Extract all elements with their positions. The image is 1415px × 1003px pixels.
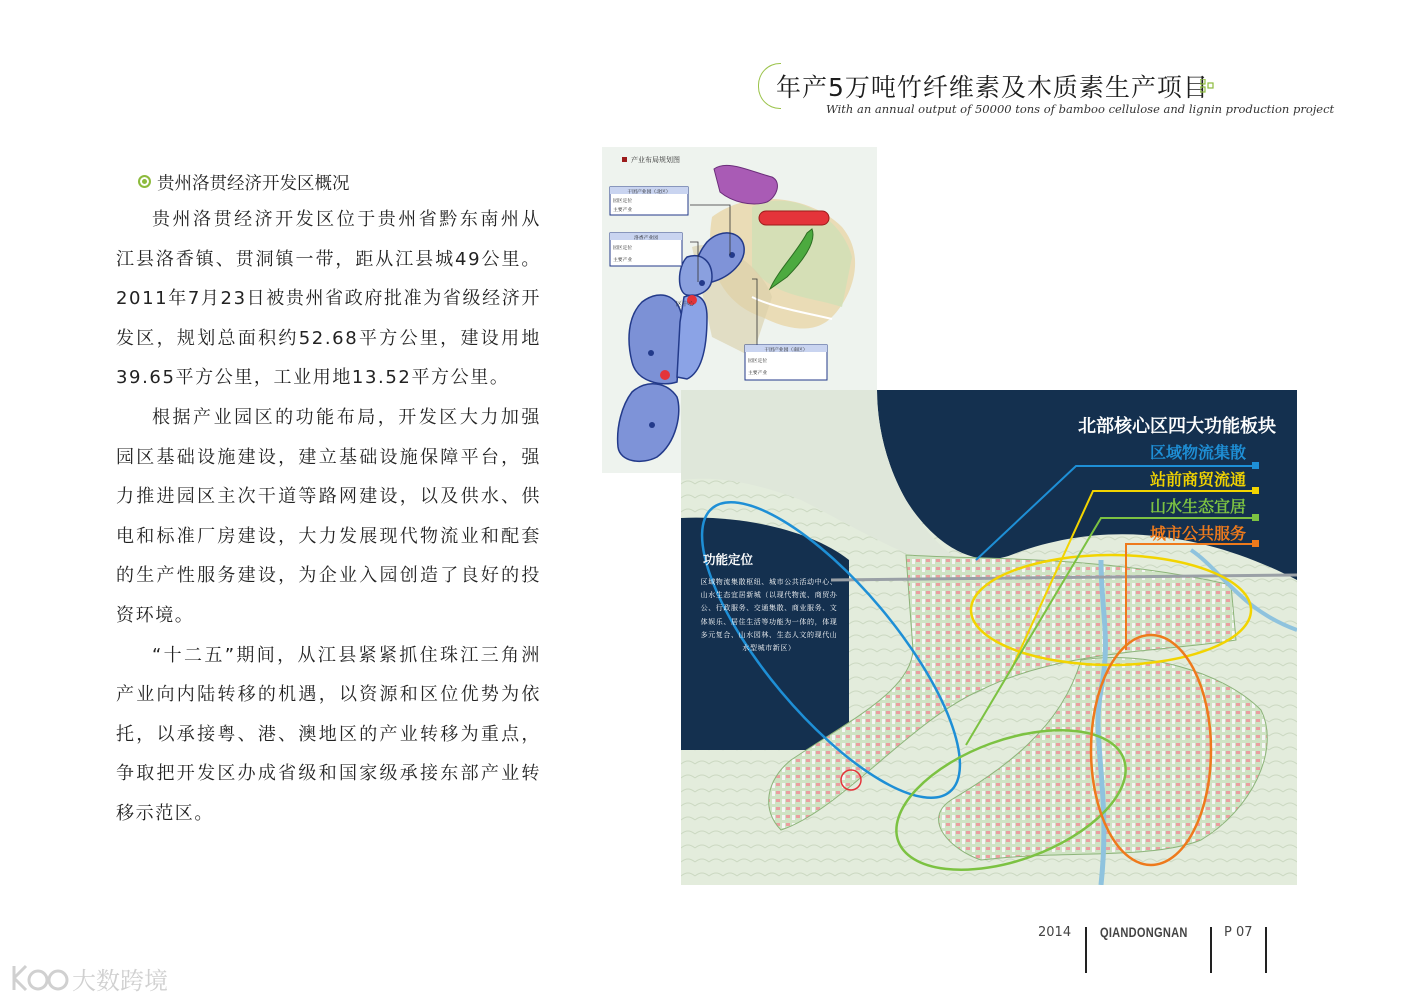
svg-text:主要产业: 主要产业 xyxy=(613,208,633,213)
function-label: 区域物流集散 xyxy=(1149,443,1246,462)
paragraph: 贵州洛贯经济开发区位于贵州省黔东南州从江县洛香镇、贯洞镇一带，距从江县城49公里。2011年7月23日被贵州省政府批准为省级经济开发区，规划总面积约52.68平方公里，建设用地39.65平方公里，工业用地13.52平方公里。 xyxy=(116,209,541,389)
header-dots-icon xyxy=(1200,79,1220,93)
section-heading xyxy=(138,170,350,195)
info-box xyxy=(745,345,827,380)
page-subtitle: With an annual output of 50000 tons of bamboo cellulose and lignin production project xyxy=(826,102,1335,116)
function-label: 山水生态宜居 xyxy=(1149,497,1246,516)
footer-divider xyxy=(1210,927,1212,973)
svg-text:园区定位: 园区定位 xyxy=(613,199,633,204)
bullet-icon xyxy=(138,175,151,188)
page-title: 年产5万吨竹纤维素及木质素生产项目 xyxy=(776,73,1209,102)
svg-text:洛香产业园: 洛香产业园 xyxy=(634,236,658,241)
footer-divider xyxy=(1265,927,1267,973)
page-number: P 07 xyxy=(1224,925,1253,940)
paragraph: 根据产业园区的功能布局，开发区大力加强园区基础设施建设，建立基础设施保障平台，强力推进园区主次干道等路网建设，以及供水、供电和标准厂房建设，大力发展现代物流业和配套的生产性服务建设，为企业入园创造了良好的投资环境。 xyxy=(116,406,541,626)
map-legend: 产业布局规划图 xyxy=(631,156,680,164)
paragraph: “十二五”期间，从江县紧紧抓住珠江三角洲产业向内陆转移的机遇，以资源和区位优势为依托，以承接粤、港、澳地区的产业转移为重点，争取把开发区办成省级和国家级承接东部产业转移示范区。 xyxy=(116,644,541,824)
watermark-text: 大数跨境 xyxy=(72,967,168,995)
core-map-title: 北部核心区四大功能板块 xyxy=(1078,416,1276,437)
watermark-logo-icon xyxy=(10,960,190,996)
info-box xyxy=(610,187,688,215)
footer-brand: QIANDONGNAN xyxy=(1100,925,1188,940)
footer-divider xyxy=(1085,927,1087,973)
panel-text: 区域物流集散枢纽、城市公共活动中心、山水生态宜居新城（以现代物流、商贸办公、行政服务、交通集散、商业服务、文体娱乐、居住生活等功能为一体的，体现多元复合、山水园林、生态人文的现代山水型城市新区） xyxy=(700,578,838,653)
svg-text:干团产业园（北区）: 干团产业园（北区） xyxy=(627,190,671,195)
function-label: 站前商贸流通 xyxy=(1149,470,1246,489)
body-text xyxy=(116,200,541,834)
section-heading-text: 贵州洛贯经济开发区概况 xyxy=(157,174,350,194)
core-area-map xyxy=(681,390,1297,885)
svg-text:园区定位: 园区定位 xyxy=(613,246,633,251)
core-area-map-graphic xyxy=(681,390,1297,885)
svg-text:主要产业: 主要产业 xyxy=(748,371,768,376)
info-box xyxy=(610,233,682,266)
panel-title: 功能定位 xyxy=(703,552,754,567)
function-label: 城市公共服务 xyxy=(1149,524,1246,543)
svg-text:干团产业园（南区）: 干团产业园（南区） xyxy=(764,348,808,353)
svg-text:园区定位: 园区定位 xyxy=(748,359,768,364)
footer-year: 2014 xyxy=(1038,925,1072,940)
watermark xyxy=(10,960,190,996)
map-label: 区中心 xyxy=(676,301,695,308)
svg-text:主要产业: 主要产业 xyxy=(613,258,633,263)
